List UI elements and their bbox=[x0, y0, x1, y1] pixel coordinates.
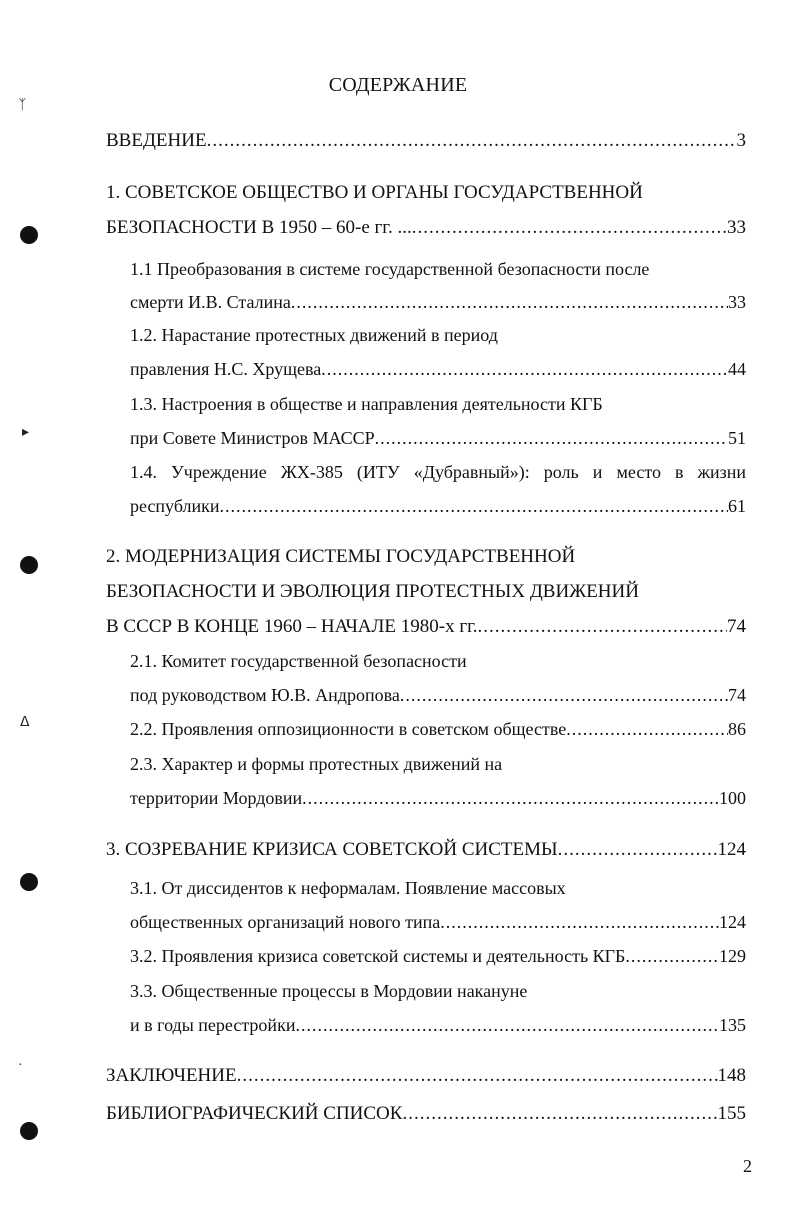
dot-leader bbox=[321, 356, 728, 382]
toc-entry-text: ВВЕДЕНИЕ bbox=[106, 130, 207, 151]
toc-page-number: 44 bbox=[728, 359, 746, 379]
toc-page-number: 135 bbox=[719, 1015, 746, 1035]
dot-leader bbox=[237, 1063, 718, 1089]
dot-leader bbox=[207, 128, 737, 154]
toc-entry-text: под руководством Ю.В. Андропова bbox=[130, 685, 400, 705]
toc-section-2-1-title[interactable]: 2.1. Комитет государственной безопасности bbox=[130, 651, 467, 671]
dot-leader bbox=[566, 716, 728, 742]
dot-leader bbox=[295, 1012, 719, 1038]
toc-entry-text: и в годы перестройки bbox=[130, 1015, 296, 1035]
toc-section-3-1-title[interactable]: 3.1. От диссидентов к неформалам. Появление массовых bbox=[130, 878, 566, 898]
toc-chapter-2-title[interactable]: 2. МОДЕРНИЗАЦИЯ СИСТЕМЫ ГОСУДАРСТВЕННОЙ bbox=[106, 546, 576, 567]
dot-leader bbox=[440, 909, 719, 935]
toc-entry-section-2-2[interactable] bbox=[130, 716, 746, 742]
toc-entry-text: правления Н.С. Хрущева bbox=[130, 359, 322, 379]
binder-hole bbox=[20, 556, 38, 574]
binder-hole bbox=[20, 873, 38, 891]
toc-entry-section-1-4[interactable] bbox=[130, 493, 746, 519]
toc-entry-text: общественных организаций нового типа bbox=[130, 912, 441, 932]
toc-entry-section-2-1[interactable] bbox=[130, 682, 746, 708]
toc-page-number: 124 bbox=[719, 912, 746, 932]
toc-entry-text: смерти И.В. Сталина bbox=[130, 292, 291, 312]
toc-section-1-3-title[interactable]: 1.3. Настроения в обществе и направления деятельности КГБ bbox=[130, 394, 603, 414]
toc-page-number: 33 bbox=[728, 292, 746, 312]
toc-page-number: 74 bbox=[727, 616, 746, 637]
binder-hole bbox=[20, 226, 38, 244]
dot-leader bbox=[412, 215, 727, 241]
toc-page-number: 129 bbox=[719, 946, 746, 966]
toc-entry-intro[interactable] bbox=[106, 128, 746, 154]
dot-leader bbox=[375, 425, 728, 451]
toc-entry-section-2-3[interactable] bbox=[130, 785, 746, 811]
toc-entry-text: 3.2. Проявления кризиса советской системы и деятельность КГБ bbox=[130, 946, 626, 966]
toc-section-2-3-title[interactable]: 2.3. Характер и формы протестных движений на bbox=[130, 754, 503, 774]
toc-chapter-2-title-cont[interactable]: БЕЗОПАСНОСТИ И ЭВОЛЮЦИЯ ПРОТЕСТНЫХ ДВИЖЕНИЙ bbox=[106, 581, 639, 602]
page-number: 2 bbox=[743, 1156, 752, 1176]
toc-entry-chapter-3[interactable] bbox=[106, 837, 746, 863]
toc-entry-text: ЗАКЛЮЧЕНИЕ bbox=[106, 1065, 237, 1086]
dot-leader bbox=[291, 289, 728, 315]
toc-page-number: 33 bbox=[727, 217, 746, 238]
scan-speck: ᛉ bbox=[18, 98, 27, 113]
toc-entry-section-3-1[interactable] bbox=[130, 909, 746, 935]
toc-section-1-4-title[interactable]: 1.4. Учреждение ЖХ-385 (ИТУ «Дубравный»): роль и место в жизни bbox=[130, 462, 746, 482]
toc-entry-section-3-3[interactable] bbox=[130, 1012, 746, 1038]
toc-page-number: 124 bbox=[717, 839, 746, 860]
toc-entry-chapter-2[interactable] bbox=[106, 614, 746, 640]
dot-leader bbox=[402, 1101, 717, 1127]
toc-entry-text: при Совете Министров МАССР bbox=[130, 428, 375, 448]
toc-entry-text: территории Мордовии bbox=[130, 788, 303, 808]
toc-entry-section-3-2[interactable] bbox=[130, 943, 746, 969]
toc-section-1-1-title[interactable]: 1.1 Преобразования в системе государственной безопасности после bbox=[130, 259, 650, 279]
scan-speck: ᐃ bbox=[20, 715, 30, 730]
toc-page-number: 3 bbox=[736, 130, 746, 151]
toc-page-number: 51 bbox=[728, 428, 746, 448]
dot-leader bbox=[625, 943, 719, 969]
toc-page-number: 155 bbox=[717, 1103, 746, 1124]
page-title: СОДЕРЖАНИЕ bbox=[328, 74, 468, 96]
toc-chapter-1-title[interactable]: 1. СОВЕТСКОЕ ОБЩЕСТВО И ОРГАНЫ ГОСУДАРСТВЕННОЙ bbox=[106, 182, 643, 203]
toc-section-3-3-title[interactable]: 3.3. Общественные процессы в Мордовии накануне bbox=[130, 981, 528, 1001]
toc-entry-conclusion[interactable] bbox=[106, 1063, 746, 1089]
toc-section-1-2-title[interactable]: 1.2. Нарастание протестных движений в период bbox=[130, 325, 498, 345]
dot-leader bbox=[558, 837, 718, 863]
toc-entry-text: республики bbox=[130, 496, 220, 516]
toc-entry-text: 2.2. Проявления оппозиционности в советском обществе bbox=[130, 719, 567, 739]
scan-speck: ▸ bbox=[22, 425, 30, 440]
binder-hole bbox=[20, 1122, 38, 1140]
dot-leader bbox=[400, 682, 728, 708]
toc-entry-text: БИБЛИОГРАФИЧЕСКИЙ СПИСОК bbox=[106, 1103, 403, 1124]
dot-leader bbox=[220, 493, 728, 519]
dot-leader bbox=[478, 614, 727, 640]
toc-entry-text: БЕЗОПАСНОСТИ В 1950 – 60-е гг. ... bbox=[106, 217, 412, 238]
toc-page-number: 74 bbox=[728, 685, 746, 705]
toc-entry-section-1-1[interactable] bbox=[130, 289, 746, 315]
toc-entry-section-1-2[interactable] bbox=[130, 356, 746, 382]
toc-entry-text: В СССР В КОНЦЕ 1960 – НАЧАЛЕ 1980-х гг. bbox=[106, 616, 478, 637]
toc-page-number: 86 bbox=[728, 719, 746, 739]
toc-page-number: 100 bbox=[719, 788, 746, 808]
toc-page-number: 148 bbox=[717, 1065, 746, 1086]
toc-entry-text: 3. СОЗРЕВАНИЕ КРИЗИСА СОВЕТСКОЙ СИСТЕМЫ bbox=[106, 839, 558, 860]
toc-page-number: 61 bbox=[728, 496, 746, 516]
scan-speck: · bbox=[18, 1058, 23, 1073]
toc-entry-bibliography[interactable] bbox=[106, 1101, 746, 1127]
toc-entry-chapter-1[interactable] bbox=[106, 215, 746, 241]
toc-entry-section-1-3[interactable] bbox=[130, 425, 746, 451]
dot-leader bbox=[302, 785, 719, 811]
